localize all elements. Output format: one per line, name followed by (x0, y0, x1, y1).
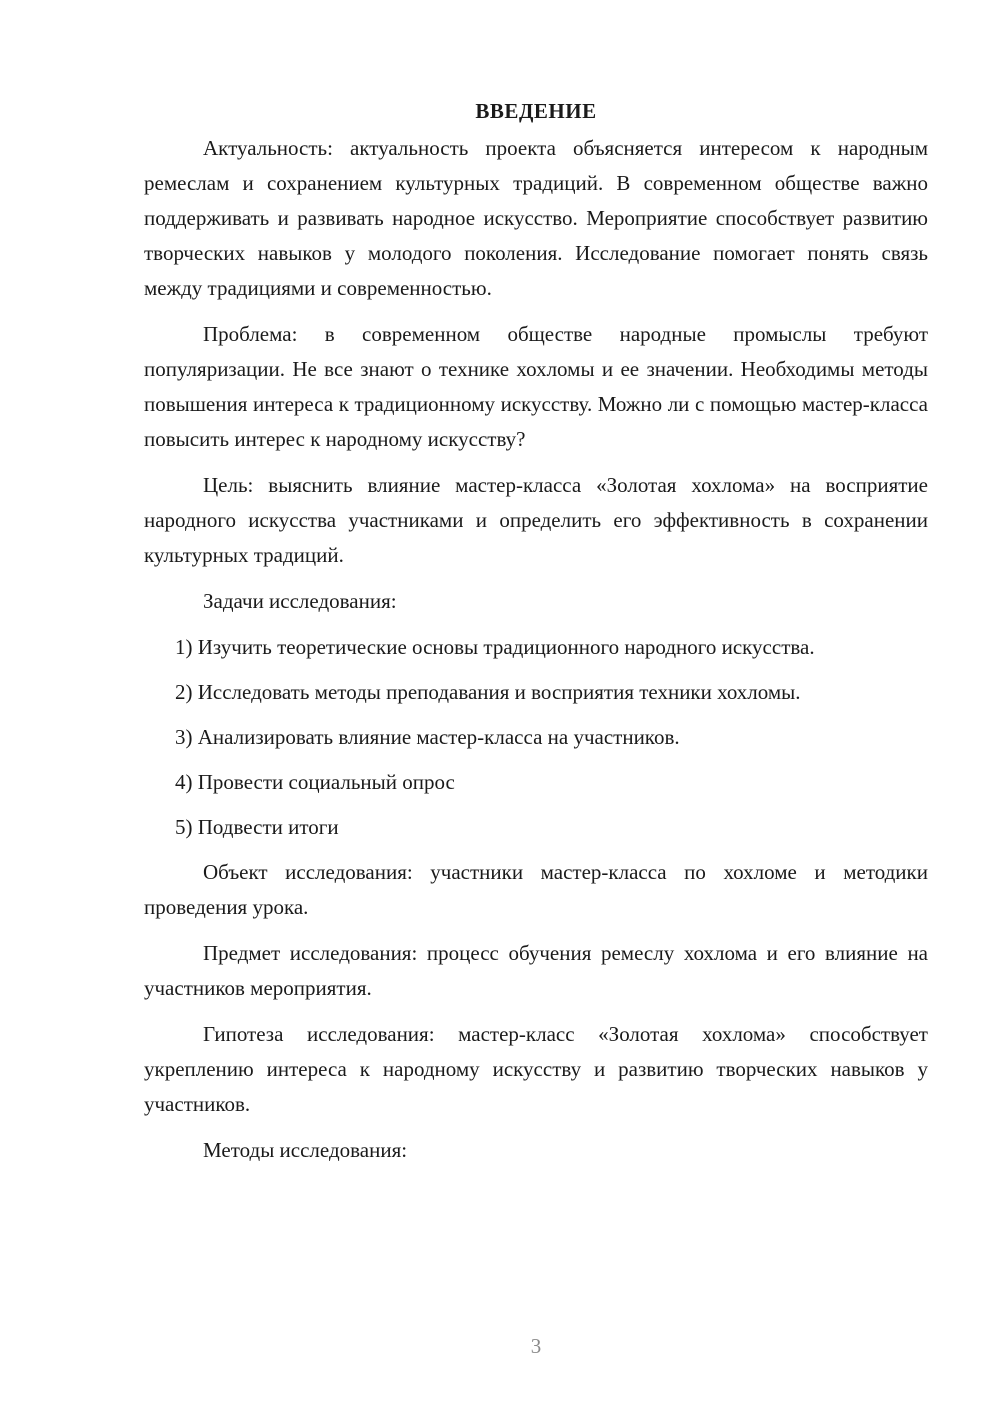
list-item: 2) Исследовать методы преподавания и восприятия техники хохломы. (175, 680, 801, 704)
section-title: ВВЕДЕНИЕ (475, 99, 597, 123)
list-item: 5) Подвести итоги (175, 815, 339, 839)
paragraph-goal: Цель: выяснить влияние мастер-класса «Золотая хохлома» на восприятие народного искусства участниками и определить его эффективность в сохранении культурных традиций. (144, 473, 928, 567)
page-number: 3 (530, 1334, 542, 1358)
paragraph-problem: Проблема: в современном обществе народные промыслы требуют популяризации. Не все знают о технике хохломы и ее значении. Необходимы методы повышения интереса к традиционному искусству. Можно ли с помощью мастер-класса повысить интерес к народному искусству? (144, 322, 928, 451)
list-item: 4) Провести социальный опрос (175, 770, 455, 794)
paragraph-object: Объект исследования: участники мастер-класса по хохломе и методики проведения урока. (144, 860, 928, 919)
list-item: 3) Анализировать влияние мастер-класса на участников. (175, 725, 680, 749)
list-item: 1) Изучить теоретические основы традиционного народного искусства. (175, 635, 815, 659)
methods-heading: Методы исследования: (203, 1138, 408, 1162)
page-content (144, 94, 928, 1179)
tasks-heading: Задачи исследования: (203, 589, 397, 613)
paragraph-hypothesis: Гипотеза исследования: мастер-класс «Золотая хохлома» способствует укреплению интереса к народному искусству и развитию творческих навыков у участников. (144, 1022, 928, 1116)
paragraph-subject: Предмет исследования: процесс обучения ремеслу хохлома и его влияние на участников мероприятия. (144, 941, 928, 1000)
paragraph-relevance: Актуальность: актуальность проекта объясняется интересом к народным ремеслам и сохранением культурных традиций. В современном обществе важно поддерживать и развивать народное искусство. Мероприятие способствует развитию творческих навыков у молодого поколения. Исследование помогает понять связь между традициями и современностью. (144, 136, 928, 300)
tasks-list (144, 630, 928, 845)
